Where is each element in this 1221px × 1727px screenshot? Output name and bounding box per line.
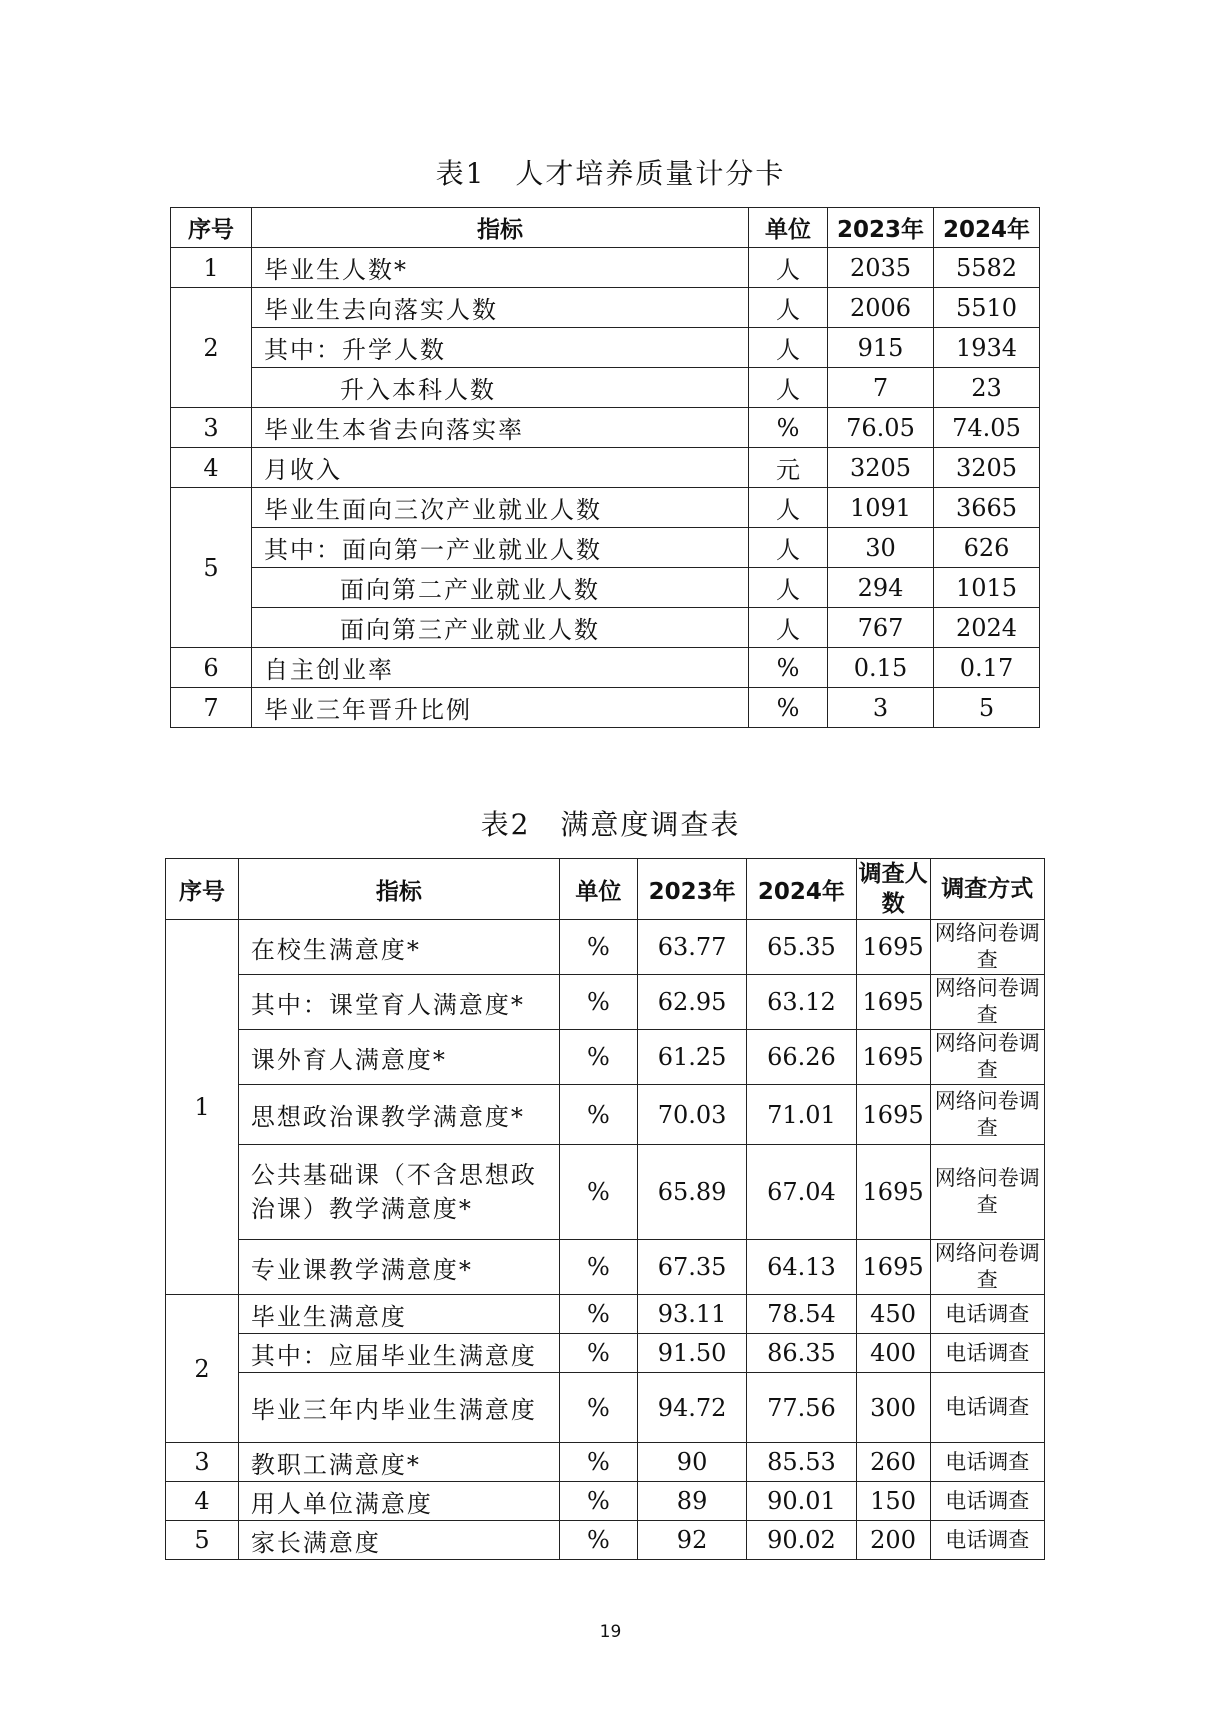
header-seq: 序号 <box>166 859 239 920</box>
unit-cell: % <box>559 1295 637 1334</box>
value-2023-cell: 1091 <box>828 488 934 528</box>
table-row <box>171 288 1040 328</box>
table-row <box>166 1443 1045 1482</box>
value-2024-cell: 63.12 <box>747 975 856 1030</box>
table-row <box>171 248 1040 288</box>
value-2023-cell: 90 <box>637 1443 746 1482</box>
header-2023: 2023年 <box>637 859 746 920</box>
unit-cell: 人 <box>749 528 828 568</box>
value-2024-cell: 5510 <box>934 288 1040 328</box>
survey-method-cell: 网络问卷调查 <box>930 1240 1044 1295</box>
survey-count-cell: 450 <box>856 1295 930 1334</box>
value-2024-cell: 5582 <box>934 248 1040 288</box>
indicator-cell: 升入本科人数 <box>252 368 749 408</box>
indicator-cell: 公共基础课（不含思想政治课）教学满意度* <box>238 1145 559 1240</box>
value-2024-cell: 85.53 <box>747 1443 856 1482</box>
value-2023-cell: 70.03 <box>637 1085 746 1145</box>
unit-cell: % <box>559 1030 637 1085</box>
survey-count-cell: 400 <box>856 1334 930 1373</box>
indicator-cell: 毕业生去向落实人数 <box>252 288 749 328</box>
table-row <box>166 1030 1045 1085</box>
indicator-cell: 毕业三年内毕业生满意度 <box>238 1373 559 1443</box>
talent-quality-scorecard-table <box>170 207 1040 728</box>
table-row <box>171 688 1040 728</box>
table-row <box>171 648 1040 688</box>
unit-cell: % <box>749 648 828 688</box>
table-row <box>171 568 1040 608</box>
unit-cell: % <box>559 1443 637 1482</box>
value-2023-cell: 92 <box>637 1521 746 1560</box>
value-2023-cell: 0.15 <box>828 648 934 688</box>
header-seq: 序号 <box>171 208 252 248</box>
unit-cell: % <box>749 408 828 448</box>
survey-count-cell: 1695 <box>856 1145 930 1240</box>
value-2023-cell: 3205 <box>828 448 934 488</box>
survey-method-cell: 电话调查 <box>930 1521 1044 1560</box>
value-2023-cell: 3 <box>828 688 934 728</box>
unit-cell: 人 <box>749 368 828 408</box>
value-2024-cell: 0.17 <box>934 648 1040 688</box>
seq-cell: 6 <box>171 648 252 688</box>
table-row <box>166 975 1045 1030</box>
survey-count-cell: 1695 <box>856 920 930 975</box>
indicator-cell: 家长满意度 <box>238 1521 559 1560</box>
unit-cell: % <box>559 1240 637 1295</box>
indicator-cell: 课外育人满意度* <box>238 1030 559 1085</box>
unit-cell: % <box>559 1334 637 1373</box>
table-row <box>166 1521 1045 1560</box>
value-2023-cell: 2006 <box>828 288 934 328</box>
header-unit: 单位 <box>749 208 828 248</box>
value-2023-cell: 91.50 <box>637 1334 746 1373</box>
value-2024-cell: 71.01 <box>747 1085 856 1145</box>
value-2024-cell: 1934 <box>934 328 1040 368</box>
value-2024-cell: 74.05 <box>934 408 1040 448</box>
survey-method-cell: 网络问卷调查 <box>930 1085 1044 1145</box>
value-2024-cell: 5 <box>934 688 1040 728</box>
unit-cell: 人 <box>749 608 828 648</box>
header-2024: 2024年 <box>747 859 856 920</box>
survey-count-cell: 1695 <box>856 1085 930 1145</box>
table1-caption: 表1 人才培养质量计分卡 <box>435 157 786 190</box>
value-2023-cell: 89 <box>637 1482 746 1521</box>
value-2024-cell: 64.13 <box>747 1240 856 1295</box>
value-2024-cell: 67.04 <box>747 1145 856 1240</box>
header-survey-count: 调查人数 <box>856 859 930 920</box>
value-2023-cell: 294 <box>828 568 934 608</box>
table-row <box>171 608 1040 648</box>
seq-cell: 1 <box>166 920 239 1295</box>
value-2024-cell: 3665 <box>934 488 1040 528</box>
indicator-cell: 面向第三产业就业人数 <box>252 608 749 648</box>
value-2024-cell: 65.35 <box>747 920 856 975</box>
seq-cell: 2 <box>171 288 252 408</box>
value-2024-cell: 77.56 <box>747 1373 856 1443</box>
unit-cell: 元 <box>749 448 828 488</box>
indicator-cell: 其中：升学人数 <box>252 328 749 368</box>
table-row <box>171 368 1040 408</box>
survey-count-cell: 260 <box>856 1443 930 1482</box>
value-2024-cell: 2024 <box>934 608 1040 648</box>
seq-cell: 1 <box>171 248 252 288</box>
header-survey-method: 调查方式 <box>930 859 1044 920</box>
value-2024-cell: 626 <box>934 528 1040 568</box>
indicator-cell: 其中：课堂育人满意度* <box>238 975 559 1030</box>
survey-method-cell: 网络问卷调查 <box>930 920 1044 975</box>
table-row <box>166 920 1045 975</box>
survey-count-cell: 1695 <box>856 1240 930 1295</box>
value-2024-cell: 86.35 <box>747 1334 856 1373</box>
survey-count-cell: 1695 <box>856 975 930 1030</box>
unit-cell: % <box>559 1085 637 1145</box>
indicator-cell: 专业课教学满意度* <box>238 1240 559 1295</box>
indicator-cell: 在校生满意度* <box>238 920 559 975</box>
unit-cell: 人 <box>749 328 828 368</box>
value-2024-cell: 90.02 <box>747 1521 856 1560</box>
value-2023-cell: 76.05 <box>828 408 934 448</box>
seq-cell: 4 <box>166 1482 239 1521</box>
unit-cell: 人 <box>749 488 828 528</box>
table-row <box>171 528 1040 568</box>
indicator-cell: 思想政治课教学满意度* <box>238 1085 559 1145</box>
seq-cell: 3 <box>171 408 252 448</box>
table-header-row <box>166 859 1045 920</box>
satisfaction-survey-table <box>165 858 1045 1560</box>
survey-method-cell: 网络问卷调查 <box>930 975 1044 1030</box>
table-row <box>166 1085 1045 1145</box>
indicator-cell: 其中：应届毕业生满意度 <box>238 1334 559 1373</box>
value-2023-cell: 67.35 <box>637 1240 746 1295</box>
unit-cell: 人 <box>749 568 828 608</box>
unit-cell: % <box>559 920 637 975</box>
value-2023-cell: 93.11 <box>637 1295 746 1334</box>
page-number: 19 <box>599 1622 622 1642</box>
value-2024-cell: 90.01 <box>747 1482 856 1521</box>
table-row <box>171 328 1040 368</box>
survey-method-cell: 网络问卷调查 <box>930 1145 1044 1240</box>
value-2024-cell: 3205 <box>934 448 1040 488</box>
survey-count-cell: 150 <box>856 1482 930 1521</box>
value-2023-cell: 94.72 <box>637 1373 746 1443</box>
table-row <box>171 408 1040 448</box>
indicator-cell: 其中：面向第一产业就业人数 <box>252 528 749 568</box>
table-row <box>166 1334 1045 1373</box>
unit-cell: % <box>559 1482 637 1521</box>
survey-count-cell: 200 <box>856 1521 930 1560</box>
seq-cell: 4 <box>171 448 252 488</box>
seq-cell: 2 <box>166 1295 239 1443</box>
indicator-cell: 毕业生面向三次产业就业人数 <box>252 488 749 528</box>
value-2023-cell: 61.25 <box>637 1030 746 1085</box>
survey-method-cell: 电话调查 <box>930 1334 1044 1373</box>
survey-method-cell: 电话调查 <box>930 1482 1044 1521</box>
unit-cell: % <box>749 688 828 728</box>
unit-cell: % <box>559 1521 637 1560</box>
value-2024-cell: 23 <box>934 368 1040 408</box>
indicator-cell: 毕业生满意度 <box>238 1295 559 1334</box>
survey-method-cell: 网络问卷调查 <box>930 1030 1044 1085</box>
value-2024-cell: 66.26 <box>747 1030 856 1085</box>
value-2024-cell: 1015 <box>934 568 1040 608</box>
header-2024: 2024年 <box>934 208 1040 248</box>
value-2023-cell: 63.77 <box>637 920 746 975</box>
survey-method-cell: 电话调查 <box>930 1373 1044 1443</box>
indicator-cell: 毕业生本省去向落实率 <box>252 408 749 448</box>
table-row <box>166 1145 1045 1240</box>
value-2023-cell: 62.95 <box>637 975 746 1030</box>
value-2023-cell: 767 <box>828 608 934 648</box>
indicator-cell: 毕业三年晋升比例 <box>252 688 749 728</box>
survey-count-cell: 1695 <box>856 1030 930 1085</box>
survey-method-cell: 电话调查 <box>930 1295 1044 1334</box>
indicator-cell: 教职工满意度* <box>238 1443 559 1482</box>
table-row <box>166 1295 1045 1334</box>
table-row <box>171 488 1040 528</box>
value-2023-cell: 915 <box>828 328 934 368</box>
table-row <box>166 1240 1045 1295</box>
value-2023-cell: 65.89 <box>637 1145 746 1240</box>
header-indicator: 指标 <box>238 859 559 920</box>
seq-cell: 5 <box>166 1521 239 1560</box>
seq-cell: 7 <box>171 688 252 728</box>
indicator-cell: 自主创业率 <box>252 648 749 688</box>
table-row <box>166 1482 1045 1521</box>
value-2023-cell: 7 <box>828 368 934 408</box>
unit-cell: 人 <box>749 248 828 288</box>
table-row <box>166 1373 1045 1443</box>
seq-cell: 3 <box>166 1443 239 1482</box>
indicator-cell: 月收入 <box>252 448 749 488</box>
table-header-row <box>171 208 1040 248</box>
unit-cell: 人 <box>749 288 828 328</box>
header-2023: 2023年 <box>828 208 934 248</box>
value-2024-cell: 78.54 <box>747 1295 856 1334</box>
header-unit: 单位 <box>559 859 637 920</box>
indicator-cell: 用人单位满意度 <box>238 1482 559 1521</box>
table-row <box>171 448 1040 488</box>
unit-cell: % <box>559 975 637 1030</box>
unit-cell: % <box>559 1145 637 1240</box>
header-indicator: 指标 <box>252 208 749 248</box>
survey-count-cell: 300 <box>856 1373 930 1443</box>
indicator-cell: 毕业生人数* <box>252 248 749 288</box>
indicator-cell: 面向第二产业就业人数 <box>252 568 749 608</box>
unit-cell: % <box>559 1373 637 1443</box>
value-2023-cell: 2035 <box>828 248 934 288</box>
seq-cell: 5 <box>171 488 252 648</box>
table2-caption: 表2 满意度调查表 <box>480 808 741 841</box>
value-2023-cell: 30 <box>828 528 934 568</box>
survey-method-cell: 电话调查 <box>930 1443 1044 1482</box>
